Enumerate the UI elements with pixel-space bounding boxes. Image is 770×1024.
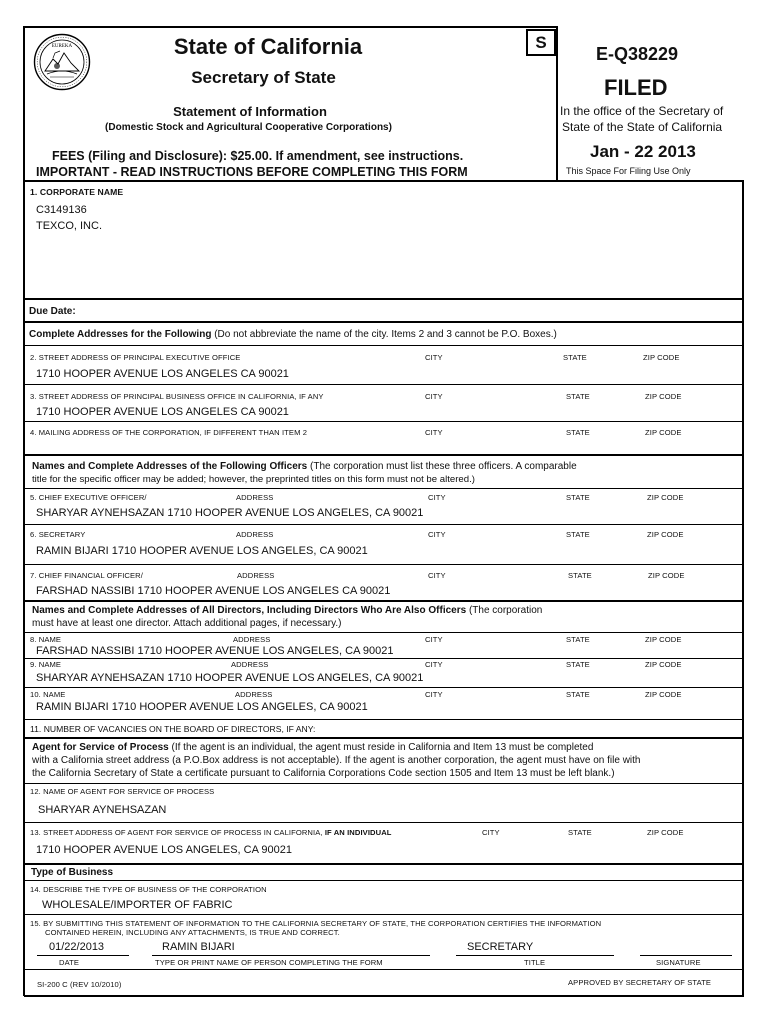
cert-signature-label: SIGNATURE xyxy=(656,958,701,967)
ceo-state-label: STATE xyxy=(566,493,590,502)
cfo-city-label: CITY xyxy=(428,571,446,580)
corporate-number: C3149136 xyxy=(36,204,87,216)
agent-heading-line3: the California Secretary of State a certificate pursuant to California Corporations Code section 1505 and Item 13 must be left blank.) xyxy=(32,768,615,779)
agent-city-label: CITY xyxy=(482,828,500,837)
director9-zip-label: ZIP CODE xyxy=(645,660,682,669)
director9-value: SHARYAR AYNEHSAZAN 1710 HOOPER AVENUE LOS ANGELES, CA 90021 xyxy=(36,672,424,684)
officers-heading-line2: title for the specific officer may be added; however, the preprinted titles on this form must not be altered.) xyxy=(32,474,475,485)
directors-heading-line2: must have at least one director. Attach additional pages, if necessary.) xyxy=(32,618,342,629)
addresses-heading: Complete Addresses for the Following (Do not abbreviate the name of the city. Items 2 and 3 cannot be P.O. Boxes.) xyxy=(29,329,557,340)
director9-city-label: CITY xyxy=(425,660,443,669)
cert-line2: CONTAINED HEREIN, INCLUDING ANY ATTACHMENTS, IS TRUE AND CORRECT. xyxy=(45,928,340,937)
form-number: SI-200 C (REV 10/2010) xyxy=(37,980,122,989)
state-title: State of California xyxy=(173,34,363,59)
director8-state-label: STATE xyxy=(566,635,590,644)
fees-line: FEES (Filing and Disclosure): $25.00. If amendment, see instructions. xyxy=(52,149,464,163)
director10-value: RAMIN BIJARI 1710 HOOPER AVENUE LOS ANGELES, CA 90021 xyxy=(36,701,368,713)
agent-name-value: SHARYAR AYNEHSAZAN xyxy=(38,804,167,816)
directors-heading: Names and Complete Addresses of All Directors, Including Directors Who Are Also Officers (The corporation xyxy=(32,605,543,616)
cfo-address-label: ADDRESS xyxy=(237,571,275,580)
item4-state-label: STATE xyxy=(566,428,590,437)
corporate-name-label: 1. CORPORATE NAME xyxy=(30,187,124,197)
item2-value: 1710 HOOPER AVENUE LOS ANGELES CA 90021 xyxy=(36,368,289,380)
cert-name-value: RAMIN BIJARI xyxy=(162,941,235,953)
vacancies-label: 11. NUMBER OF VACANCIES ON THE BOARD OF DIRECTORS, IF ANY: xyxy=(30,724,316,734)
item2-label: 2. STREET ADDRESS OF PRINCIPAL EXECUTIVE OFFICE xyxy=(30,353,241,362)
cfo-label: 7. CHIEF FINANCIAL OFFICER/ xyxy=(30,571,143,580)
item3-zip-label: ZIP CODE xyxy=(645,392,682,401)
agent-heading-line2: with a California street address (a P.O.Box address is not acceptable). If the agent is another corporation, the agent must have on file with xyxy=(32,755,641,766)
item3-state-label: STATE xyxy=(566,392,590,401)
ceo-value: SHARYAR AYNEHSAZAN 1710 HOOPER AVENUE LOS ANGELES, CA 90021 xyxy=(36,507,424,519)
cert-name-label: TYPE OR PRINT NAME OF PERSON COMPLETING THE FORM xyxy=(155,958,383,967)
cert-date-value: 01/22/2013 xyxy=(49,941,105,953)
cfo-zip-label: ZIP CODE xyxy=(648,571,685,580)
office-line-1: In the office of the Secretary of xyxy=(560,104,724,118)
item2-zip-label: ZIP CODE xyxy=(643,353,680,362)
agent-address-label: 13. STREET ADDRESS OF AGENT FOR SERVICE OF PROCESS IN CALIFORNIA, IF AN INDIVIDUAL xyxy=(30,828,392,837)
office-line-2: State of the State of California xyxy=(562,120,723,134)
cert-date-label: DATE xyxy=(59,958,80,967)
director10-zip-label: ZIP CODE xyxy=(645,690,682,699)
item4-label: 4. MAILING ADDRESS OF THE CORPORATION, IF DIFFERENT THAN ITEM 2 xyxy=(30,428,308,437)
s-box xyxy=(526,29,556,56)
director8-city-label: CITY xyxy=(425,635,443,644)
ceo-zip-label: ZIP CODE xyxy=(647,493,684,502)
director9-state-label: STATE xyxy=(566,660,590,669)
corporate-name: TEXCO, INC. xyxy=(36,220,103,232)
director9-address-label: ADDRESS xyxy=(231,660,269,669)
director8-value: FARSHAD NASSIBI 1710 HOOPER AVENUE LOS ANGELES, CA 90021 xyxy=(36,645,394,657)
filed-date: Jan - 22 2013 xyxy=(590,142,696,161)
filing-number: E-Q38229 xyxy=(596,44,679,64)
item2-city-label: CITY xyxy=(425,353,443,362)
item3-label: 3. STREET ADDRESS OF PRINCIPAL BUSINESS OFFICE IN CALIFORNIA, IF ANY xyxy=(30,392,324,401)
item4-city-label: CITY xyxy=(425,428,443,437)
cfo-value: FARSHAD NASSIBI 1710 HOOPER AVENUE LOS ANGELES CA 90021 xyxy=(36,585,391,597)
director8-address-label: ADDRESS xyxy=(233,635,271,644)
director10-city-label: CITY xyxy=(425,690,443,699)
item2-state-label: STATE xyxy=(563,353,587,362)
business-heading: Type of Business xyxy=(31,867,114,878)
statement-title: Statement of Information xyxy=(173,104,327,119)
statement-subtitle: (Domestic Stock and Agricultural Cooperative Corporations) xyxy=(105,122,392,133)
secretary-value: RAMIN BIJARI 1710 HOOPER AVENUE LOS ANGELES, CA 90021 xyxy=(36,545,368,557)
agent-name-label: 12. NAME OF AGENT FOR SERVICE OF PROCESS xyxy=(30,787,215,796)
director10-address-label: ADDRESS xyxy=(235,690,273,699)
filing-use-note: This Space For Filing Use Only xyxy=(566,166,691,176)
director8-label: 8. NAME xyxy=(30,635,62,644)
director10-label: 10. NAME xyxy=(30,690,66,699)
secretary-address-label: ADDRESS xyxy=(236,530,274,539)
ceo-city-label: CITY xyxy=(428,493,446,502)
ceo-address-label: ADDRESS xyxy=(236,493,274,502)
agent-address-value: 1710 HOOPER AVENUE LOS ANGELES, CA 90021 xyxy=(36,844,292,856)
director10-state-label: STATE xyxy=(566,690,590,699)
director8-zip-label: ZIP CODE xyxy=(645,635,682,644)
cert-line1: 15. BY SUBMITTING THIS STATEMENT OF INFORMATION TO THE CALIFORNIA SECRETARY OF STATE, THE CORPORATION CERTIFIES THE INFORMATION xyxy=(30,919,602,928)
svg-text:EUREKA: EUREKA xyxy=(51,44,73,49)
cfo-state-label: STATE xyxy=(568,571,592,580)
business-value: WHOLESALE/IMPORTER OF FABRIC xyxy=(42,899,233,911)
important-line: IMPORTANT - READ INSTRUCTIONS BEFORE COMPLETING THIS FORM xyxy=(36,165,468,179)
secretary-zip-label: ZIP CODE xyxy=(647,530,684,539)
cert-title-label: TITLE xyxy=(524,958,546,967)
item4-zip-label: ZIP CODE xyxy=(645,428,682,437)
agent-zip-label: ZIP CODE xyxy=(647,828,684,837)
officers-heading: Names and Complete Addresses of the Following Officers (The corporation must list these three officers. A comparable xyxy=(32,461,577,472)
director9-label: 9. NAME xyxy=(30,660,62,669)
filed-stamp: FILED xyxy=(604,75,668,100)
item3-value: 1710 HOOPER AVENUE LOS ANGELES CA 90021 xyxy=(36,406,289,418)
secretary-state-label: STATE xyxy=(566,530,590,539)
approved-text: APPROVED BY SECRETARY OF STATE xyxy=(568,978,712,987)
agent-state-label: STATE xyxy=(568,828,592,837)
item3-city-label: CITY xyxy=(425,392,443,401)
cert-title-value: SECRETARY xyxy=(467,941,534,953)
s-box-letter: S xyxy=(535,33,547,52)
agent-heading: Agent for Service of Process (If the agent is an individual, the agent must reside in California and Item 13 must be completed xyxy=(32,742,594,753)
due-date-label: Due Date: xyxy=(29,306,76,317)
business-label: 14. DESCRIBE THE TYPE OF BUSINESS OF THE CORPORATION xyxy=(30,885,267,894)
secretary-city-label: CITY xyxy=(428,530,446,539)
ceo-label: 5. CHIEF EXECUTIVE OFFICER/ xyxy=(30,493,147,502)
secretary-title: Secretary of State xyxy=(191,68,336,87)
secretary-label: 6. SECRETARY xyxy=(30,530,86,539)
